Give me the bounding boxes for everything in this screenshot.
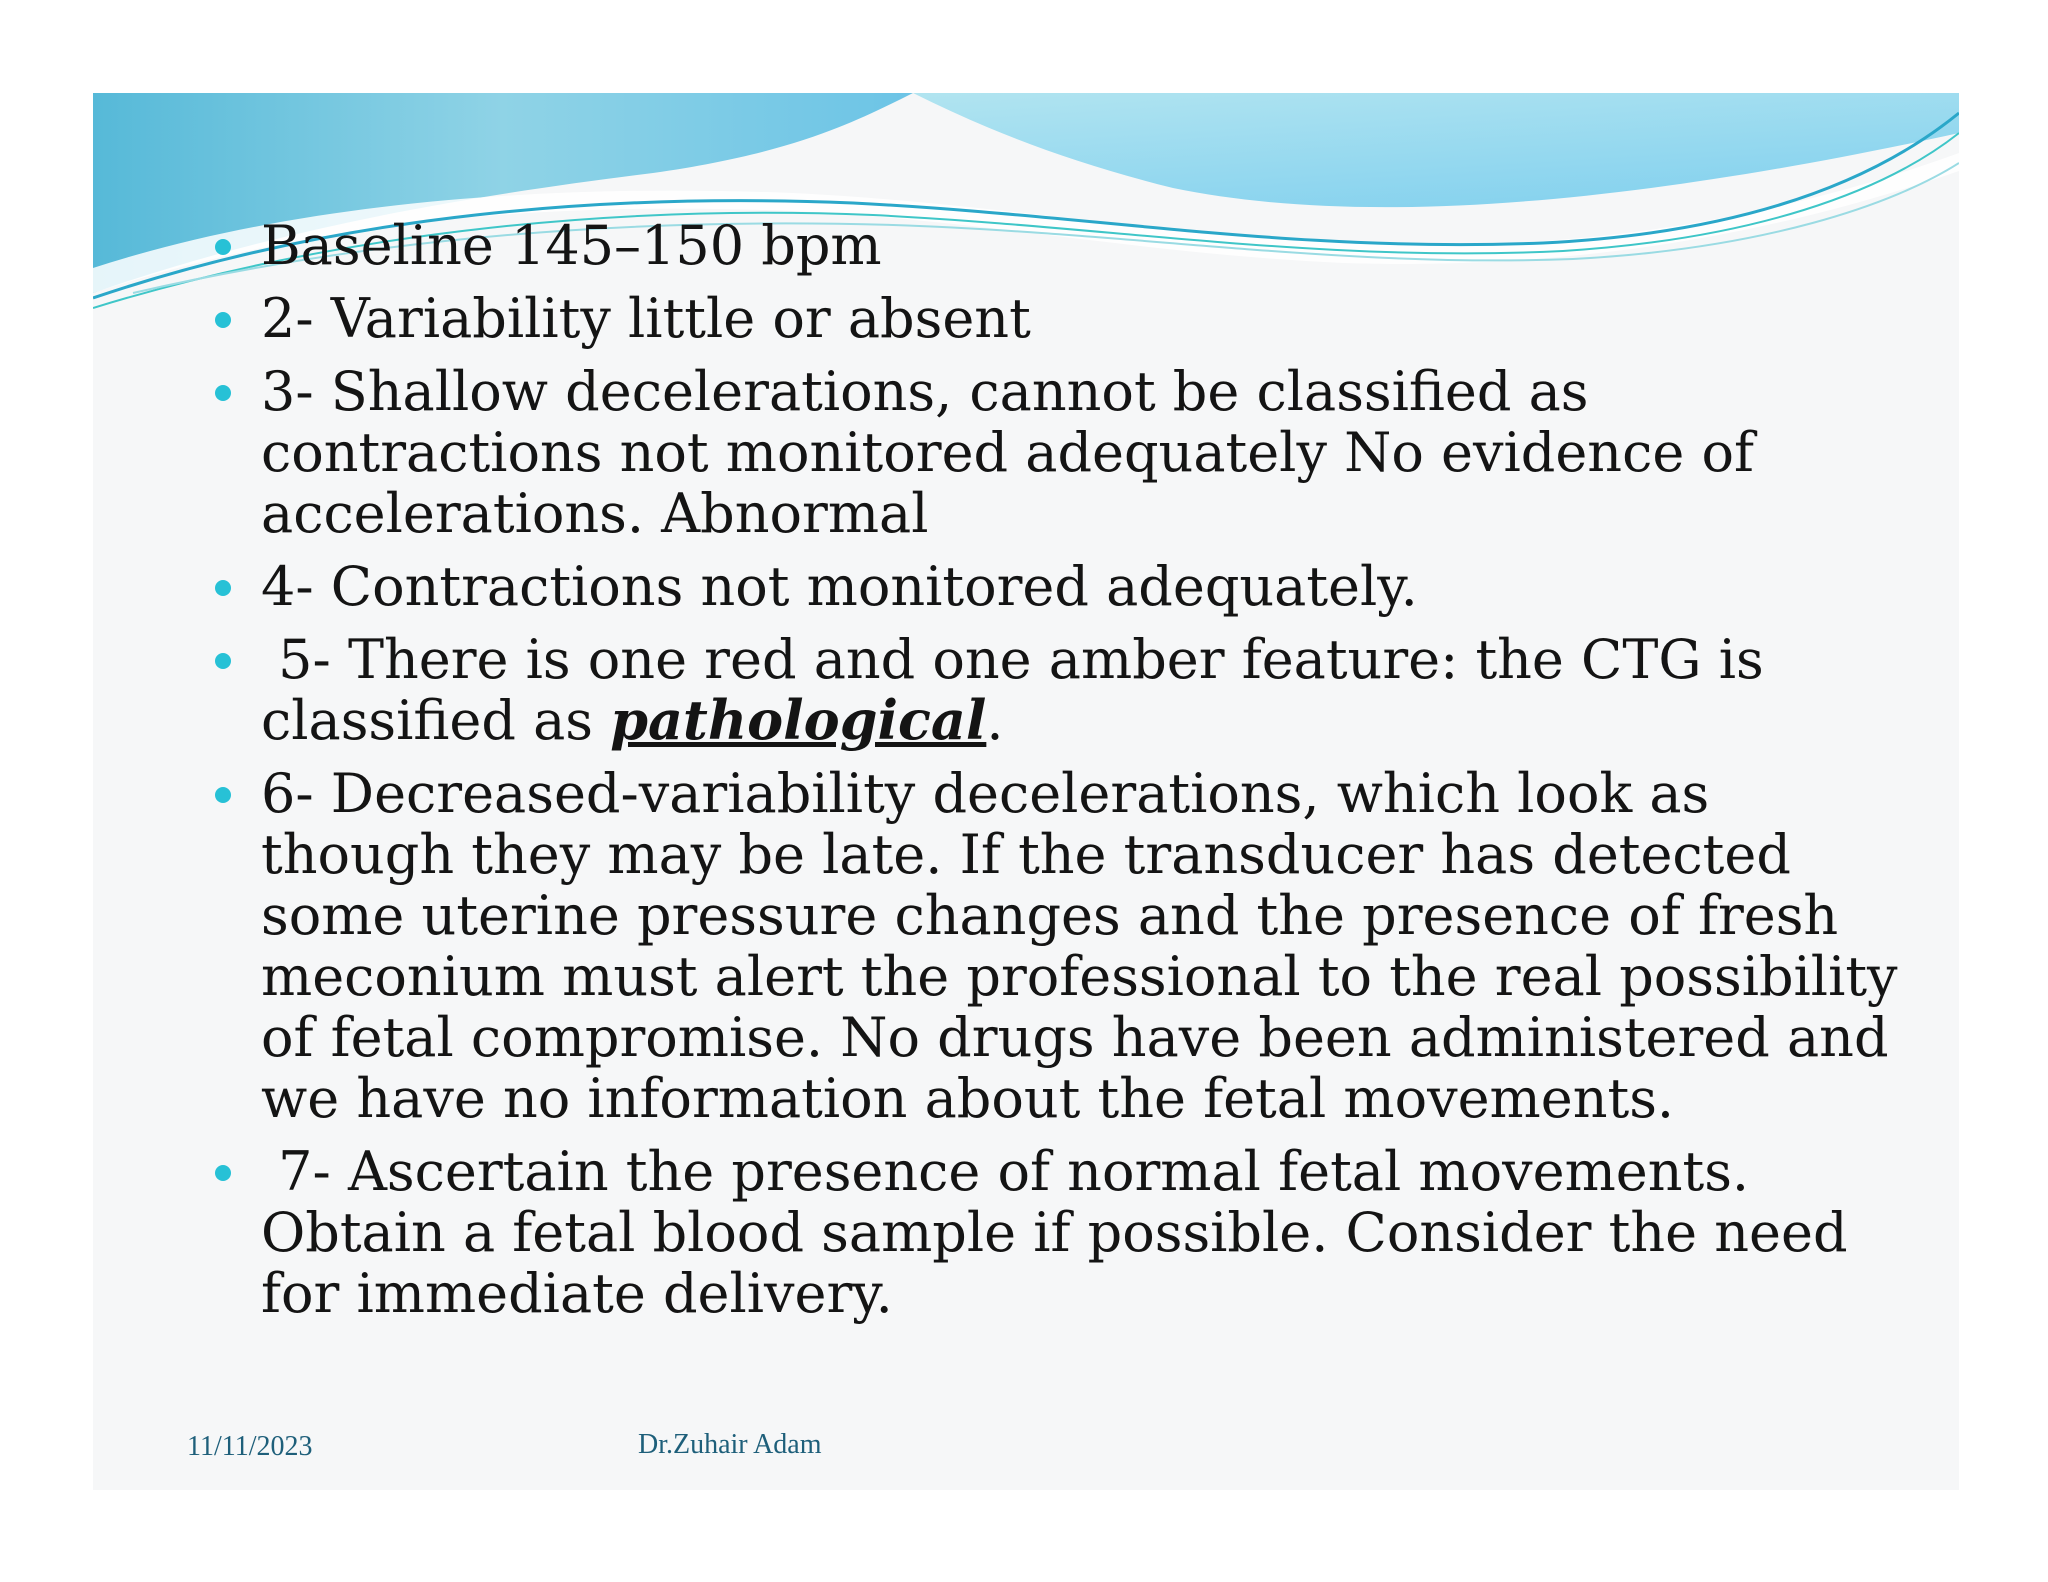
bullet-icon xyxy=(215,787,231,803)
bullet-item xyxy=(93,763,1959,1129)
bullet-icon xyxy=(215,653,231,669)
bullet-item xyxy=(93,629,1959,751)
bullet-item xyxy=(93,1141,1959,1324)
bullet-text-part: 5- There is one red and one amber feature: the CTG is classified as xyxy=(261,628,1781,752)
bullet-text: 2- Variability little or absent xyxy=(261,287,1031,350)
bullet-list xyxy=(93,215,1959,1336)
bullet-icon xyxy=(215,385,231,401)
bullet-text-part: . xyxy=(986,689,1004,752)
bullet-text: 7- Ascertain the presence of normal fetal movements. Obtain a fetal blood sample if possible. Consider the need for immediate delivery. xyxy=(261,1140,1865,1325)
bullet-item xyxy=(93,288,1959,349)
bullet-text xyxy=(261,629,1899,751)
bullet-icon xyxy=(215,580,231,596)
bullet-text: 6- Decreased-variability decelerations, which look as though they may be late. If the transducer has detected some uterine pressure changes and the presence of fresh meconium must alert the professional to the real possibility of fetal compromise. No drugs have been administered and we have no information about the fetal movements. xyxy=(261,762,1915,1130)
bullet-item xyxy=(93,361,1959,544)
footer-date: 11/11/2023 xyxy=(187,1431,313,1462)
footer-author: Dr.Zuhair Adam xyxy=(638,1429,822,1460)
bullet-text: 3- Shallow decelerations, cannot be classified as contractions not monitored adequately No evidence of accelerations. Abnormal xyxy=(261,360,1772,545)
bullet-item xyxy=(93,556,1959,617)
bullet-icon xyxy=(215,1165,231,1181)
bullet-icon xyxy=(215,239,231,255)
bullet-icon xyxy=(215,312,231,328)
pathological-emphasis: pathological xyxy=(610,688,987,752)
slide xyxy=(93,93,1959,1490)
bullet-text: Baseline 145–150 bpm xyxy=(261,214,882,277)
bullet-item xyxy=(93,215,1959,276)
bullet-text: 4- Contractions not monitored adequately. xyxy=(261,555,1418,618)
